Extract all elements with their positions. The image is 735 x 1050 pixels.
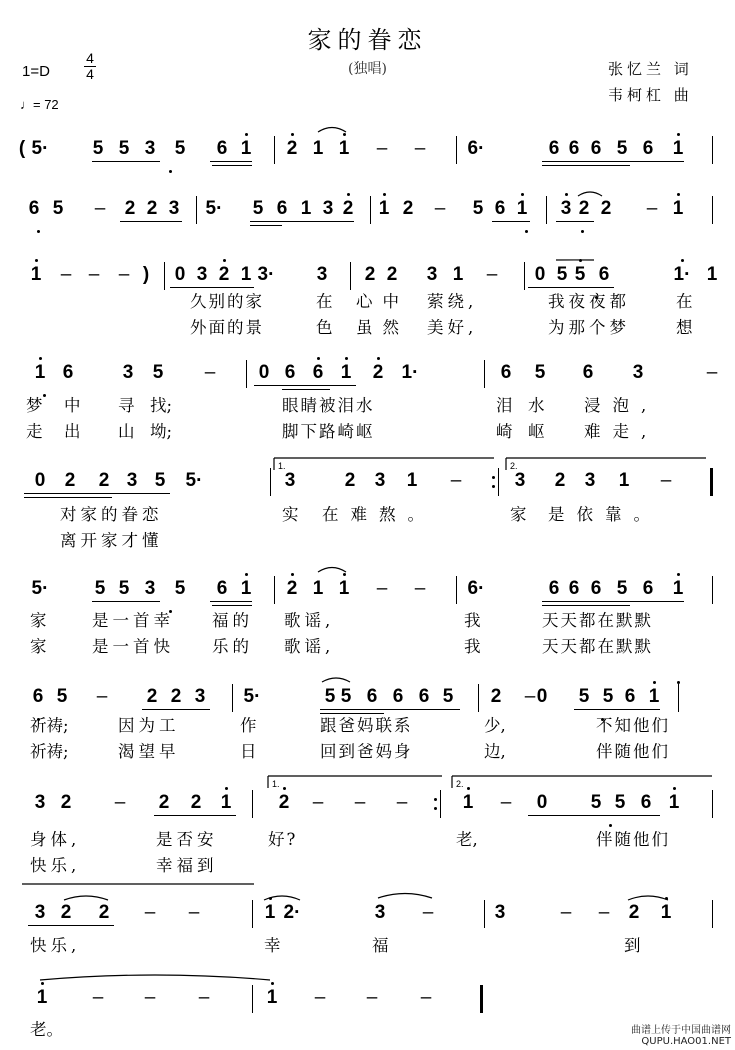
note: 1 [338, 138, 350, 159]
tie-long [40, 975, 270, 980]
lyric: 老。 [30, 1020, 63, 1039]
dash-note: – [598, 902, 610, 923]
note: 5· [205, 198, 223, 219]
lyric: 快乐, [30, 936, 81, 955]
lyric: 我 [464, 611, 481, 630]
note: 5 [590, 792, 602, 813]
note: 2 [278, 792, 290, 813]
dash-note: – [204, 362, 216, 383]
meter-top: 4 [86, 50, 94, 66]
note: 5 [340, 686, 352, 707]
note: 5 [152, 362, 164, 383]
note: 3 [514, 470, 526, 491]
note: 5 [442, 686, 454, 707]
lyric: 幸 [264, 936, 281, 955]
dash-note: – [660, 470, 672, 491]
lyric: 伴随他们 [596, 830, 670, 849]
note: 6 [494, 198, 506, 219]
note: 0 [534, 264, 546, 285]
note: 2 [158, 792, 170, 813]
note: 6· [467, 578, 485, 599]
note: 5 [52, 198, 64, 219]
lyric: 幸福到 [156, 856, 218, 875]
note: 5 [616, 138, 628, 159]
dash-note: – [396, 792, 408, 813]
dash-note: – [92, 987, 104, 1008]
dash-note: – [312, 792, 324, 813]
note: 6 [418, 686, 430, 707]
note: 6 [642, 138, 654, 159]
note: 3 [374, 470, 386, 491]
note: 5 [174, 578, 186, 599]
note: 6 [598, 264, 610, 285]
note: 2 [342, 198, 354, 219]
dash-note: – [198, 987, 210, 1008]
lyric: 我 [464, 637, 481, 656]
note: 3 [196, 264, 208, 285]
volta-label: 1. [272, 779, 280, 789]
dash-note: – [420, 987, 432, 1008]
note: 3 [122, 362, 134, 383]
watermark-line2: QUPU.HAO01.NET [641, 1036, 731, 1047]
note: 1 [338, 578, 350, 599]
lyric: 想 [676, 318, 693, 337]
note: 3 [284, 470, 296, 491]
note: 2 [402, 198, 414, 219]
note: 1 [516, 198, 528, 219]
lyric: 歌谣, [284, 637, 335, 656]
note: 2 [60, 902, 72, 923]
lyric: 渴望早 [118, 742, 180, 761]
lyric: 在 [316, 292, 333, 311]
note: 6 [624, 686, 636, 707]
dash-note: – [118, 264, 130, 285]
note: 5 [616, 578, 628, 599]
note: 3 [560, 198, 572, 219]
note: 5 [556, 264, 568, 285]
watermark-line1: 曲谱上传于中国曲谱网 [631, 1025, 731, 1036]
lyric: 对家的眷恋 [60, 505, 163, 524]
lyric: 是否安 [156, 830, 218, 849]
note: 5 [252, 198, 264, 219]
note: 6 [276, 198, 288, 219]
note: 5 [324, 686, 336, 707]
note: 1 [240, 264, 252, 285]
slur [264, 896, 300, 900]
note: 5 [614, 792, 626, 813]
slur [318, 568, 346, 573]
note: 5 [118, 578, 130, 599]
note: 1 [264, 902, 276, 923]
note: 2 [372, 362, 384, 383]
note: 1 [618, 470, 630, 491]
note: 6 [590, 138, 602, 159]
dash-note: – [88, 264, 100, 285]
note: 6 [582, 362, 594, 383]
note: 2 [190, 792, 202, 813]
lyric: 久别的家 [190, 292, 264, 311]
note: 5 [534, 362, 546, 383]
note: 0 [258, 362, 270, 383]
lyric: 外面的景 [190, 318, 264, 337]
note: 0 [34, 470, 46, 491]
note: 0 [174, 264, 186, 285]
note: 2 [98, 470, 110, 491]
note: 3 [144, 578, 156, 599]
note: 2 [554, 470, 566, 491]
note: 5· [185, 470, 203, 491]
note: 3 [34, 902, 46, 923]
note: 5 [578, 686, 590, 707]
note: 3 [584, 470, 596, 491]
lyric: 山 [118, 422, 135, 441]
note: 3 [426, 264, 438, 285]
note: 6 [62, 362, 74, 383]
tempo-marking: ♩= 72 [20, 97, 59, 112]
slur [578, 192, 602, 196]
dash-note: – [500, 792, 512, 813]
composer-credit: 韦柯杠 曲 [608, 86, 693, 104]
note: 5· [31, 138, 49, 159]
note: 5· [31, 578, 49, 599]
lyric: 日 [240, 742, 257, 761]
note: 6 [568, 578, 580, 599]
note: 2 [578, 198, 590, 219]
slur [64, 896, 108, 900]
dash-note: – [94, 198, 106, 219]
lyric: 梦 [26, 396, 43, 415]
lyric: 萦绕, [427, 292, 478, 311]
note: 3 [322, 198, 334, 219]
lyric: 家 [30, 611, 47, 630]
bracket: ) [142, 264, 150, 285]
lyric: 泪 [496, 396, 513, 415]
dash-note: – [354, 792, 366, 813]
lyric: 离开家才懂 [60, 531, 163, 550]
note: 3 [374, 902, 386, 923]
lyric: 脚下路崎岖 [282, 422, 375, 441]
note: 1 [240, 138, 252, 159]
note: 1 [672, 578, 684, 599]
note: 5· [243, 686, 261, 707]
lyric: 少, [484, 716, 506, 735]
lyric: 眼睛被泪水 [282, 396, 375, 415]
note: 6 [312, 362, 324, 383]
lyric: 坳; [150, 422, 173, 441]
lyric: 好? [268, 830, 298, 849]
note: 6 [548, 138, 560, 159]
meter-bottom: 4 [86, 66, 94, 82]
dash-note: – [486, 264, 498, 285]
note: 2 [364, 264, 376, 285]
note: 5 [174, 138, 186, 159]
volta-label: 2. [456, 779, 464, 789]
note: 5 [602, 686, 614, 707]
note: 1 [30, 264, 42, 285]
note: 6 [366, 686, 378, 707]
lyric: 天天都在默默 [542, 611, 653, 630]
note: 5 [92, 138, 104, 159]
note: 2 [344, 470, 356, 491]
note: 6 [284, 362, 296, 383]
note: 5 [154, 470, 166, 491]
note: 1 [312, 138, 324, 159]
song-subtitle: (独唱) [348, 61, 387, 77]
lyric: 走 [26, 422, 43, 441]
note: 1· [401, 362, 419, 383]
lyric: 实 [282, 505, 299, 524]
lyric: 边, [484, 742, 506, 761]
note: 2 [170, 686, 182, 707]
note: 6 [216, 138, 228, 159]
lyric: 乐的 [212, 637, 253, 656]
dash-note: – [366, 987, 378, 1008]
lyric: 浸泡, [584, 396, 659, 415]
dash-note: – [434, 198, 446, 219]
note: 1 [300, 198, 312, 219]
note: 3 [194, 686, 206, 707]
lyric: 到 [624, 936, 641, 955]
note: 2 [286, 138, 298, 159]
dash-note: – [376, 578, 388, 599]
note: 1 [706, 264, 718, 285]
lyric: 是依靠。 [548, 505, 662, 524]
note: 1 [660, 902, 672, 923]
lyric: 福的 [212, 611, 253, 630]
dash-note: – [706, 362, 718, 383]
slur [628, 896, 668, 900]
lyric: 伴随他们 [596, 742, 670, 761]
note: 1 [240, 578, 252, 599]
lyric: 崎 [496, 422, 513, 441]
lyric: 祈祷; [30, 716, 69, 735]
lyric: 作 [240, 716, 257, 735]
dash-note: – [314, 987, 326, 1008]
note: 2 [124, 198, 136, 219]
note: 1 [34, 362, 46, 383]
lyric: 老, [456, 830, 478, 849]
note: 2 [286, 578, 298, 599]
note: 6 [500, 362, 512, 383]
lyric: 是一首快 [92, 637, 174, 656]
note: 5 [118, 138, 130, 159]
note: 3· [257, 264, 275, 285]
note: 1 [36, 987, 48, 1008]
note: 3 [632, 362, 644, 383]
slur [378, 894, 432, 899]
note: 2 [146, 198, 158, 219]
dash-note: – [144, 987, 156, 1008]
lyric: 虽然 [356, 318, 409, 337]
note: 6· [467, 138, 485, 159]
dash-note: – [560, 902, 572, 923]
note: 5 [574, 264, 586, 285]
lyric: 不知他们 [596, 716, 670, 735]
note: 6 [216, 578, 228, 599]
dash-note: – [188, 902, 200, 923]
note: 2· [283, 902, 301, 923]
lyric: 跟爸妈联系 [320, 716, 413, 735]
lyric: 身体, [30, 830, 81, 849]
note: 2 [98, 902, 110, 923]
note: 2 [600, 198, 612, 219]
note: 2 [64, 470, 76, 491]
note: 6 [32, 686, 44, 707]
lyric: 在难熬。 [322, 505, 436, 524]
dash-note: – [144, 902, 156, 923]
note: 1 [406, 470, 418, 491]
dash-note: – [60, 264, 72, 285]
note: 1 [312, 578, 324, 599]
lyric: 中 [64, 396, 81, 415]
note: 1· [673, 264, 691, 285]
dash-note: – [450, 470, 462, 491]
note: 2 [628, 902, 640, 923]
note: 1 [668, 792, 680, 813]
dash-note: – [524, 686, 536, 707]
lyric: 难走, [584, 422, 659, 441]
note: 6 [640, 792, 652, 813]
dash-note: – [422, 902, 434, 923]
key-signature: 1=D [22, 63, 50, 80]
bracket: ( [18, 138, 26, 159]
note: 6 [568, 138, 580, 159]
lyric: 祈祷; [30, 742, 69, 761]
note: 3 [144, 138, 156, 159]
dash-note: – [414, 138, 426, 159]
volta-label: 1. [278, 461, 286, 471]
lyric: 美好, [427, 318, 478, 337]
lyric: 我夜夜都 [548, 292, 630, 311]
note: 6 [28, 198, 40, 219]
note: 2 [60, 792, 72, 813]
note: 3 [168, 198, 180, 219]
note: 2 [146, 686, 158, 707]
dash-note: – [414, 578, 426, 599]
note: 3 [34, 792, 46, 813]
lyric: 找; [150, 396, 173, 415]
note: 2 [386, 264, 398, 285]
note: 1 [378, 198, 390, 219]
note: 1 [672, 138, 684, 159]
note: 1 [462, 792, 474, 813]
lyric: 是一首幸 [92, 611, 174, 630]
lyric: 为那个梦 [548, 318, 630, 337]
note: 3 [126, 470, 138, 491]
lyric: 在 [676, 292, 693, 311]
note: 1 [220, 792, 232, 813]
note: 5 [56, 686, 68, 707]
lyric: 因为工 [118, 716, 180, 735]
lyricist-credit: 张忆兰 词 [608, 60, 693, 78]
note: 0 [536, 792, 548, 813]
song-title: 家的眷恋 [307, 26, 428, 54]
lyric: 出 [64, 422, 81, 441]
note: 0 [536, 686, 548, 707]
slur [322, 678, 350, 682]
lyric: 歌谣, [284, 611, 335, 630]
lyric: 快乐, [30, 856, 81, 875]
note: 6 [548, 578, 560, 599]
note: 1 [672, 198, 684, 219]
lyric: 天天都在默默 [542, 637, 653, 656]
dash-note: – [646, 198, 658, 219]
lyric: 岖 [528, 422, 545, 441]
lyric: 色 [316, 318, 333, 337]
note: 6 [392, 686, 404, 707]
note: 1 [266, 987, 278, 1008]
volta-label: 2. [510, 461, 518, 471]
lyric: 家 [510, 505, 527, 524]
note: 5 [94, 578, 106, 599]
lyric: 寻 [118, 396, 135, 415]
note: 2 [490, 686, 502, 707]
lyric: 水 [528, 396, 545, 415]
note: 6 [590, 578, 602, 599]
dash-note: – [96, 686, 108, 707]
note: 1 [452, 264, 464, 285]
slur [318, 128, 346, 133]
note: 3 [316, 264, 328, 285]
dash-note: – [376, 138, 388, 159]
dash-note: – [114, 792, 126, 813]
lyric: 心中 [356, 292, 409, 311]
lyric: 福 [372, 936, 389, 955]
lyric: 家 [30, 637, 47, 656]
note: 1 [648, 686, 660, 707]
note: 2 [218, 264, 230, 285]
lyric: 回到爸妈身 [320, 742, 413, 761]
note: 6 [642, 578, 654, 599]
note: 3 [494, 902, 506, 923]
note: 1 [340, 362, 352, 383]
note: 5 [472, 198, 484, 219]
